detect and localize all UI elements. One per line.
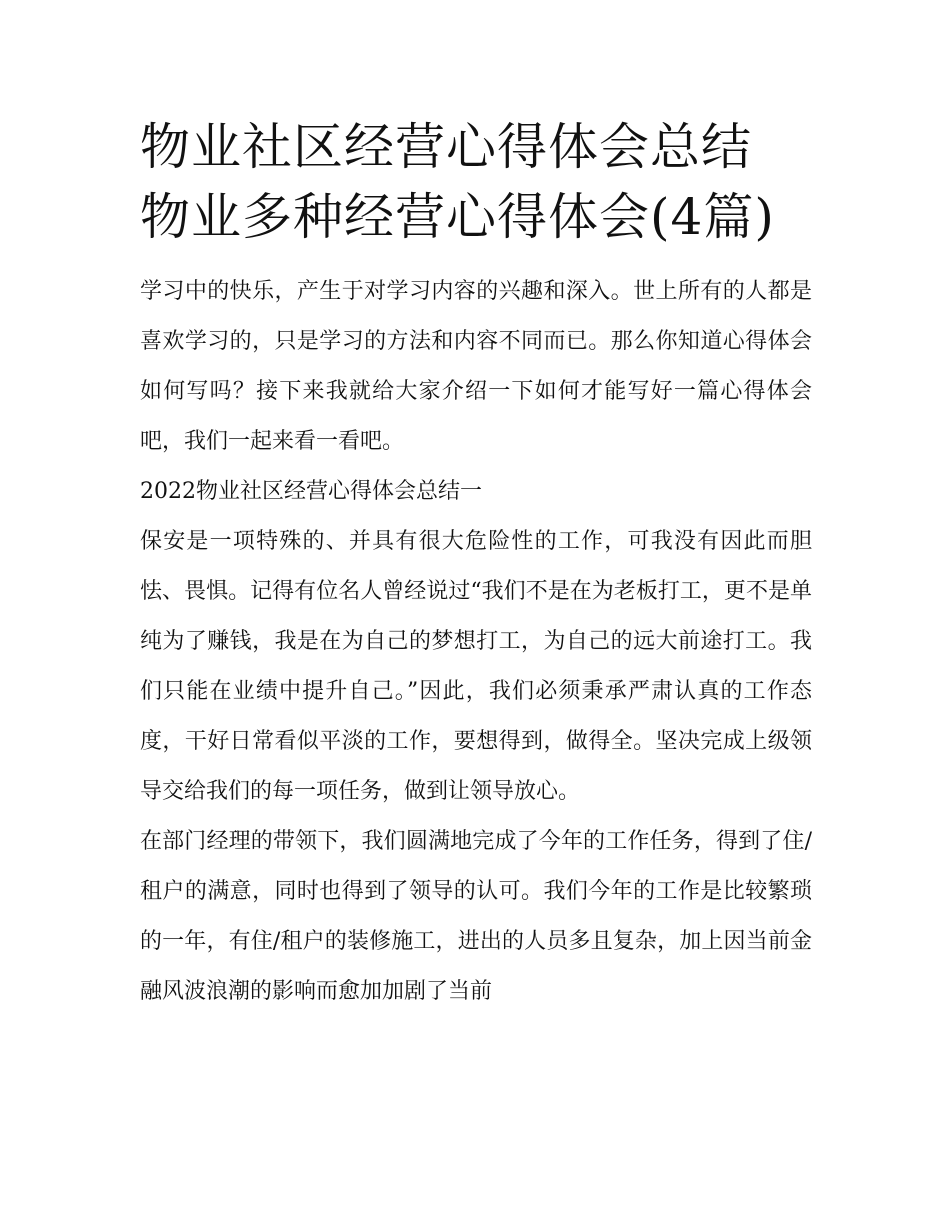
document-title: 物业社区经营心得体会总结 物业多种经营心得体会(4篇)	[140, 118, 775, 246]
intro-paragraph: 学习中的快乐，产生于对学习内容的兴趣和深入。世上所有的人都是喜欢学习的，只是学习的方法和内容不同而已。那么你知道心得体会如何写吗？接下来我就给大家介绍一下如何才能写好一篇心得体会吧，我们一起来看一看吧。	[140, 279, 812, 454]
body-paragraph: 在部门经理的带领下，我们圆满地完成了今年的工作任务，得到了住/租户的满意，同时也得到了领导的认可。我们今年的工作是比较繁琐的一年，有住/租户的装修施工，进出的人员多且复杂，加上因当前金融风波浪潮的影响而愈加加剧了当前	[140, 829, 812, 1004]
body-paragraph: 保安是一项特殊的、并具有很大危险性的工作，可我没有因此而胆怯、畏惧。记得有位名人曾经说过“我们不是在为老板打工，更不是单纯为了赚钱，我是在为自己的梦想打工，为自己的远大前途打工。我们只能在业绩中提升自己。”因此，我们必须秉承严肃认真的工作态度，干好日常看似平淡的工作，要想得到，做得全。坚决完成上级领导交给我们的每一项任务，做到让领导放心。	[140, 529, 812, 804]
document-page	[140, 112, 812, 1017]
section-heading: 2022物业社区经营心得体会总结一	[140, 479, 482, 504]
